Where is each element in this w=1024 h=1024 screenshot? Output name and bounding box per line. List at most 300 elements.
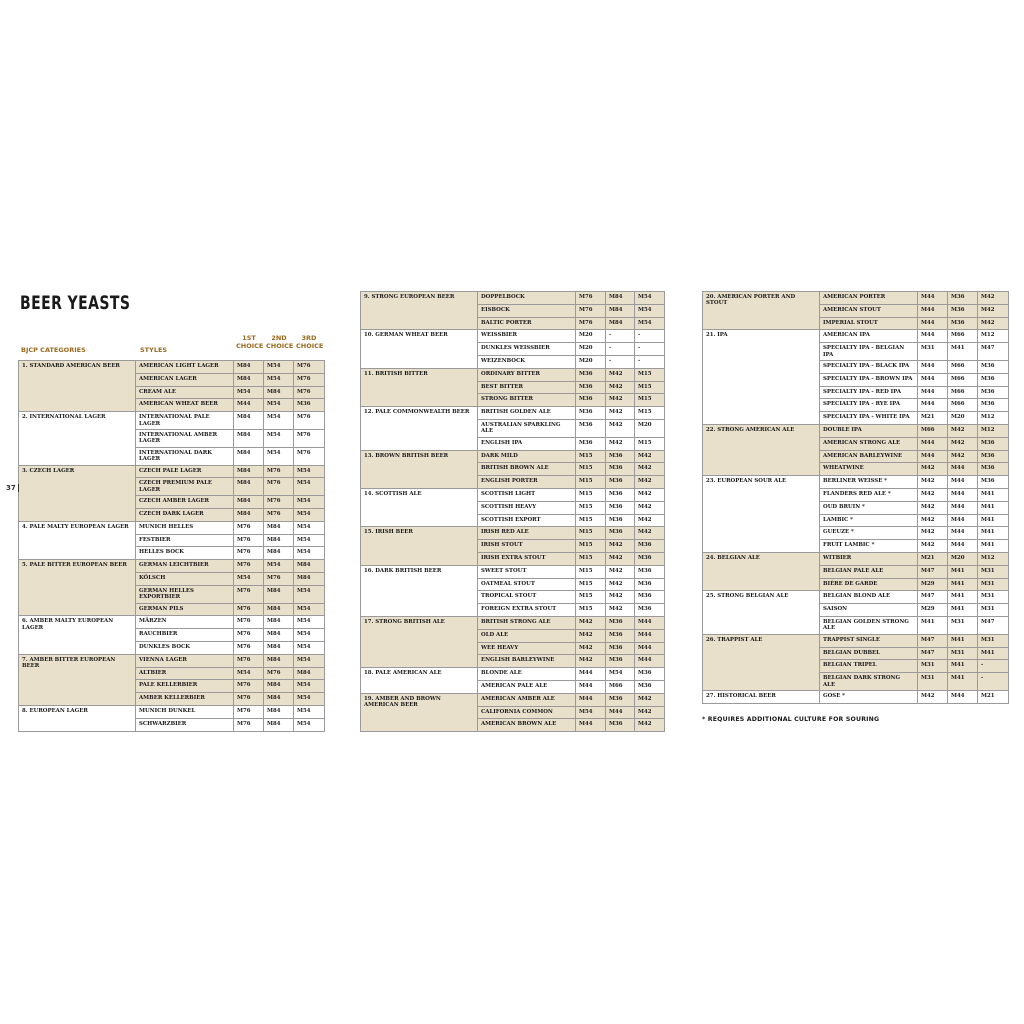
page-number: 37 (6, 484, 19, 492)
yeast-choice-2-cell: M84 (606, 304, 635, 317)
style-cell: AMERICAN STOUT (820, 304, 918, 317)
yeast-choice-2-cell: M54 (264, 430, 294, 448)
yeast-choice-3-cell: M31 (978, 604, 1009, 617)
yeast-choice-1-cell: M76 (234, 654, 264, 667)
yeast-choice-2-cell: M41 (948, 565, 978, 578)
yeast-choice-1-cell: M29 (918, 604, 948, 617)
style-cell: BELGIAN TRIPEL (820, 660, 918, 673)
yeast-choice-2-cell: M42 (606, 381, 635, 394)
style-cell: CZECH DARK LAGER (136, 509, 234, 522)
yeast-choice-3-cell: M54 (635, 304, 665, 317)
yeast-choice-1-cell: M36 (576, 381, 606, 394)
style-cell: GERMAN PILS (136, 603, 234, 616)
style-cell: GERMAN LEICHTBIER (136, 560, 234, 573)
yeast-choice-1-cell: M47 (918, 634, 948, 647)
yeast-choice-3-cell: M15 (635, 381, 665, 394)
header-choice-3: 3RD CHOICE (296, 334, 324, 350)
yeast-choice-1-cell: M42 (918, 690, 948, 703)
yeast-choice-1-cell: M20 (576, 343, 606, 356)
yeast-choice-2-cell: M54 (264, 560, 294, 573)
yeast-choice-2-cell: M84 (606, 317, 635, 330)
category-cell: 6. AMBER MALTY EUROPEAN LAGER (19, 616, 136, 654)
style-cell: AMBER KELLERBIER (136, 693, 234, 706)
yeast-choice-3-cell: M21 (978, 690, 1009, 703)
style-cell: ORDINARY BITTER (478, 368, 576, 381)
yeast-choice-3-cell: M31 (978, 565, 1009, 578)
yeast-choice-2-cell: M36 (606, 616, 635, 629)
yeast-choice-2-cell: M36 (606, 629, 635, 642)
yeast-choice-1-cell: M15 (576, 501, 606, 514)
yeast-choice-2-cell: M44 (948, 690, 978, 703)
category-cell: 9. STRONG EUROPEAN BEER (361, 292, 478, 330)
yeast-choice-2-cell: M36 (606, 642, 635, 655)
yeast-choice-1-cell: M47 (918, 647, 948, 660)
yeast-choice-1-cell: M44 (918, 450, 948, 463)
yeast-choice-3-cell: M54 (294, 478, 325, 496)
yeast-choice-3-cell: M31 (978, 634, 1009, 647)
table-row (19, 654, 325, 667)
style-cell: BELGIAN PALE ALE (820, 565, 918, 578)
yeast-choice-1-cell: M76 (234, 521, 264, 534)
table-row (19, 412, 325, 430)
yeast-choice-2-cell: M31 (948, 647, 978, 660)
yeast-choice-1-cell: M84 (234, 509, 264, 522)
style-cell: IRISH RED ALE (478, 527, 576, 540)
yeast-choice-3-cell: M76 (294, 412, 325, 430)
style-cell: SCOTTISH LIGHT (478, 488, 576, 501)
yeast-choice-1-cell: M47 (918, 591, 948, 604)
yeast-choice-3-cell: M42 (978, 317, 1009, 330)
yeast-choice-2-cell: M66 (948, 386, 978, 399)
yeast-choice-3-cell: M36 (635, 604, 665, 617)
style-cell: PALE KELLERBIER (136, 680, 234, 693)
style-cell: BERLINER WEISSE * (820, 476, 918, 489)
table-row (703, 634, 1009, 647)
style-cell: SPECIALTY IPA - WHITE IPA (820, 412, 918, 425)
yeast-choice-2-cell: M84 (264, 616, 294, 629)
yeast-choice-2-cell: M42 (606, 552, 635, 565)
yeast-choice-1-cell: M15 (576, 527, 606, 540)
yeast-choice-2-cell: M84 (264, 654, 294, 667)
yeast-choice-2-cell: M84 (264, 521, 294, 534)
yeast-choice-3-cell: M41 (978, 540, 1009, 553)
yeast-choice-1-cell: M42 (576, 642, 606, 655)
header-bjcp-categories: BJCP CATEGORIES (21, 346, 86, 354)
yeast-choice-1-cell: M36 (576, 368, 606, 381)
style-cell: CREAM ALE (136, 386, 234, 399)
style-cell: DARK MILD (478, 450, 576, 463)
category-cell: 25. STRONG BELGIAN ALE (703, 591, 820, 634)
style-cell: BIÈRE DE GARDE (820, 578, 918, 591)
yeast-choice-3-cell: M54 (294, 465, 325, 478)
yeast-choice-2-cell: M36 (606, 463, 635, 476)
category-cell: 15. IRISH BEER (361, 527, 478, 565)
yeast-choice-1-cell: M15 (576, 450, 606, 463)
yeast-choice-3-cell: M76 (294, 386, 325, 399)
table-row (361, 668, 665, 681)
table-row (361, 488, 665, 501)
yeast-choice-2-cell: M54 (264, 399, 294, 412)
yeast-choice-2-cell: M42 (606, 407, 635, 420)
yeast-choice-2-cell: M84 (264, 585, 294, 603)
yeast-choice-1-cell: M42 (576, 629, 606, 642)
yeast-choice-1-cell: M44 (576, 668, 606, 681)
yeast-choice-3-cell: M42 (635, 514, 665, 527)
table-row (703, 552, 1009, 565)
yeast-choice-3-cell: M15 (635, 407, 665, 420)
category-cell: 16. DARK BRITISH BEER (361, 565, 478, 616)
yeast-choice-3-cell: M42 (635, 706, 665, 719)
style-cell: BRITISH BROWN ALE (478, 463, 576, 476)
yeast-choice-3-cell: M36 (635, 668, 665, 681)
yeast-choice-2-cell: M41 (948, 578, 978, 591)
yeast-choice-1-cell: M15 (576, 540, 606, 553)
yeast-choice-1-cell: M36 (576, 407, 606, 420)
yeast-choice-1-cell: M20 (576, 330, 606, 343)
style-cell: BLONDE ALE (478, 668, 576, 681)
yeast-choice-1-cell: M36 (576, 394, 606, 407)
style-cell: AMERICAN STRONG ALE (820, 437, 918, 450)
yeast-choice-3-cell: M54 (294, 603, 325, 616)
yeast-choice-2-cell: M44 (948, 540, 978, 553)
yeast-choice-3-cell: - (635, 330, 665, 343)
yeast-choice-2-cell: M44 (948, 476, 978, 489)
yeast-choice-3-cell: M42 (635, 719, 665, 732)
yeast-choice-2-cell: M41 (948, 591, 978, 604)
style-cell: CALIFORNIA COMMON (478, 706, 576, 719)
page-middle (360, 288, 664, 736)
yeast-choice-3-cell: M36 (978, 386, 1009, 399)
style-cell: HELLES BOCK (136, 547, 234, 560)
yeast-choice-2-cell: M76 (264, 573, 294, 586)
category-cell: 1. STANDARD AMERICAN BEER (19, 361, 136, 412)
yeast-choice-1-cell: M76 (234, 718, 264, 731)
style-cell: SWEET STOUT (478, 565, 576, 578)
style-cell: SPECIALTY IPA - RYE IPA (820, 399, 918, 412)
yeast-choice-1-cell: M84 (234, 447, 264, 465)
style-cell: WHEATWINE (820, 463, 918, 476)
yeast-choice-2-cell: M42 (606, 591, 635, 604)
yeast-choice-3-cell: M76 (294, 430, 325, 448)
category-cell: 5. PALE BITTER EUROPEAN BEER (19, 560, 136, 616)
table-row (703, 591, 1009, 604)
yeast-choice-3-cell: M42 (635, 527, 665, 540)
yeast-choice-3-cell: M44 (635, 642, 665, 655)
yeast-choice-1-cell: M47 (918, 565, 948, 578)
style-cell: OUD BRUIN * (820, 501, 918, 514)
yeast-choice-2-cell: M36 (606, 527, 635, 540)
yeast-choice-1-cell: M76 (234, 629, 264, 642)
yeast-choice-2-cell: M36 (948, 317, 978, 330)
yeast-choice-1-cell: M15 (576, 463, 606, 476)
yeast-choice-2-cell: M84 (606, 292, 635, 305)
yeast-choice-3-cell: M84 (294, 560, 325, 573)
style-cell: AUSTRALIAN SPARKLING ALE (478, 419, 576, 437)
yeast-choice-1-cell: M44 (576, 719, 606, 732)
yeast-choice-2-cell: M42 (606, 540, 635, 553)
style-cell: SAISON (820, 604, 918, 617)
style-cell: SPECIALTY IPA - BELGIAN IPA (820, 343, 918, 361)
yeast-choice-2-cell: M36 (606, 514, 635, 527)
style-cell: GERMAN HELLES EXPORTBIER (136, 585, 234, 603)
yeast-choice-3-cell: M42 (978, 304, 1009, 317)
category-cell: 10. GERMAN WHEAT BEER (361, 330, 478, 368)
table-row (361, 330, 665, 343)
yeast-choice-3-cell: M54 (294, 642, 325, 655)
yeast-choice-1-cell: M44 (918, 330, 948, 343)
yeast-choice-3-cell: M44 (635, 655, 665, 668)
yeast-choice-2-cell: M41 (948, 343, 978, 361)
style-cell: WITBIER (820, 552, 918, 565)
style-cell: IRISH STOUT (478, 540, 576, 553)
yeast-choice-3-cell: M76 (294, 373, 325, 386)
yeast-choice-1-cell: M42 (918, 514, 948, 527)
style-cell: VIENNA LAGER (136, 654, 234, 667)
yeast-choice-3-cell: M76 (294, 447, 325, 465)
yeast-choice-2-cell: M36 (948, 304, 978, 317)
yeast-choice-3-cell: M54 (294, 585, 325, 603)
table-row (19, 521, 325, 534)
yeast-choice-3-cell: M54 (294, 706, 325, 719)
table-row (19, 560, 325, 573)
yeast-choice-1-cell: M42 (918, 463, 948, 476)
style-cell: INTERNATIONAL AMBER LAGER (136, 430, 234, 448)
yeast-choice-3-cell: M54 (294, 654, 325, 667)
yeast-choice-3-cell: - (978, 660, 1009, 673)
yeast-choice-1-cell: M31 (918, 343, 948, 361)
yeast-choice-3-cell: M47 (978, 343, 1009, 361)
category-cell: 7. AMBER BITTER EUROPEAN BEER (19, 654, 136, 705)
yeast-choice-2-cell: M31 (948, 616, 978, 634)
yeast-choice-2-cell: M44 (948, 488, 978, 501)
style-cell: BELGIAN BLOND ALE (820, 591, 918, 604)
style-cell: SPECIALTY IPA - BLACK IPA (820, 361, 918, 374)
style-cell: GOSE * (820, 690, 918, 703)
category-cell: 2. INTERNATIONAL LAGER (19, 412, 136, 465)
style-cell: AMERICAN IPA (820, 330, 918, 343)
table-row (361, 407, 665, 420)
yeast-choice-2-cell: M41 (948, 634, 978, 647)
style-cell: AMERICAN AMBER ALE (478, 693, 576, 706)
yeast-choice-1-cell: M84 (234, 478, 264, 496)
yeast-choice-3-cell: M47 (978, 616, 1009, 634)
yeast-choice-1-cell: M76 (234, 642, 264, 655)
yeast-choice-3-cell: M54 (294, 509, 325, 522)
header-styles: STYLES (140, 346, 168, 354)
category-cell: 22. STRONG AMERICAN ALE (703, 424, 820, 475)
table-row (19, 706, 325, 719)
style-cell: SCHWARZBIER (136, 718, 234, 731)
yeast-choice-3-cell: M54 (294, 680, 325, 693)
style-cell: INTERNATIONAL DARK LAGER (136, 447, 234, 465)
yeast-choice-1-cell: M66 (918, 424, 948, 437)
style-cell: MÄRZEN (136, 616, 234, 629)
yeast-choice-3-cell: M31 (978, 578, 1009, 591)
yeast-choice-2-cell: M66 (948, 361, 978, 374)
yeast-choice-2-cell: M54 (606, 668, 635, 681)
style-cell: IRISH EXTRA STOUT (478, 552, 576, 565)
yeast-choice-2-cell: M54 (264, 412, 294, 430)
yeast-choice-3-cell: M42 (635, 476, 665, 489)
yeast-choice-3-cell: M36 (294, 399, 325, 412)
yeast-choice-1-cell: M15 (576, 476, 606, 489)
yeast-choice-3-cell: M36 (635, 591, 665, 604)
yeast-choice-2-cell: M42 (948, 437, 978, 450)
yeast-choice-2-cell: M36 (606, 501, 635, 514)
style-cell: SPECIALTY IPA - RED IPA (820, 386, 918, 399)
style-cell: FESTBIER (136, 534, 234, 547)
yeast-choice-1-cell: M76 (234, 603, 264, 616)
yeast-choice-3-cell: M41 (978, 501, 1009, 514)
yeast-choice-3-cell: M41 (978, 527, 1009, 540)
yeast-choice-2-cell: M76 (264, 465, 294, 478)
yeast-choice-1-cell: M15 (576, 552, 606, 565)
yeast-choice-3-cell: M36 (635, 578, 665, 591)
footnote: * REQUIRES ADDITIONAL CULTURE FOR SOURING (702, 716, 880, 723)
yeast-choice-1-cell: M84 (234, 465, 264, 478)
yeast-choice-1-cell: M20 (576, 355, 606, 368)
yeast-choice-2-cell: M66 (948, 399, 978, 412)
yeast-choice-3-cell: M54 (294, 629, 325, 642)
style-cell: OLD ALE (478, 629, 576, 642)
yeast-choice-1-cell: M76 (576, 317, 606, 330)
page-left (18, 288, 324, 736)
yeast-choice-3-cell: M36 (635, 552, 665, 565)
category-cell: 17. STRONG BRITISH ALE (361, 616, 478, 667)
yeast-choice-3-cell: M54 (635, 317, 665, 330)
yeast-choice-3-cell: M36 (635, 565, 665, 578)
yeast-choice-1-cell: M76 (234, 560, 264, 573)
yeast-choice-3-cell: M54 (294, 496, 325, 509)
category-cell: 11. BRITISH BITTER (361, 368, 478, 406)
style-cell: RAUCHBIER (136, 629, 234, 642)
style-cell: STRONG BITTER (478, 394, 576, 407)
yeast-choice-1-cell: M31 (918, 660, 948, 673)
yeast-choice-3-cell: M54 (294, 547, 325, 560)
yeast-choice-2-cell: M42 (948, 424, 978, 437)
yeast-choice-2-cell: M84 (264, 386, 294, 399)
style-cell: DUNKLES BOCK (136, 642, 234, 655)
yeast-choice-1-cell: M44 (918, 317, 948, 330)
yeast-choice-3-cell: M15 (635, 394, 665, 407)
yeast-choice-3-cell: M44 (635, 616, 665, 629)
yeast-choice-2-cell: M36 (606, 488, 635, 501)
yeast-choice-2-cell: M42 (606, 604, 635, 617)
yeast-choice-3-cell: M84 (294, 573, 325, 586)
yeast-choice-2-cell: - (606, 355, 635, 368)
yeast-choice-1-cell: M84 (234, 496, 264, 509)
category-cell: 20. AMERICAN PORTER AND STOUT (703, 292, 820, 330)
yeast-choice-2-cell: M44 (948, 463, 978, 476)
table-row (703, 690, 1009, 703)
yeast-choice-3-cell: M15 (635, 368, 665, 381)
yeast-choice-3-cell: M54 (294, 693, 325, 706)
yeast-table-3 (702, 291, 1009, 704)
style-cell: FOREIGN EXTRA STOUT (478, 604, 576, 617)
yeast-choice-2-cell: M66 (948, 373, 978, 386)
header-choice-2: 2ND CHOICE (266, 334, 294, 350)
yeast-choice-1-cell: M76 (234, 706, 264, 719)
yeast-choice-3-cell: M54 (294, 718, 325, 731)
yeast-choice-1-cell: M44 (576, 680, 606, 693)
yeast-choice-2-cell: M42 (606, 394, 635, 407)
yeast-choice-1-cell: M29 (918, 578, 948, 591)
yeast-choice-1-cell: M42 (576, 655, 606, 668)
yeast-choice-1-cell: M15 (576, 578, 606, 591)
page-right (702, 288, 1008, 736)
yeast-choice-1-cell: M44 (234, 399, 264, 412)
table-row (361, 527, 665, 540)
yeast-choice-3-cell: M36 (978, 476, 1009, 489)
style-cell: AMERICAN LIGHT LAGER (136, 361, 234, 374)
page-title: BEER YEASTS (20, 292, 131, 314)
yeast-choice-1-cell: M44 (918, 304, 948, 317)
yeast-choice-1-cell: M15 (576, 591, 606, 604)
style-cell: AMERICAN WHEAT BEER (136, 399, 234, 412)
yeast-choice-2-cell: M84 (264, 680, 294, 693)
category-cell: 14. SCOTTISH ALE (361, 488, 478, 526)
yeast-choice-3-cell: M36 (978, 450, 1009, 463)
style-cell: SCOTTISH HEAVY (478, 501, 576, 514)
style-cell: BELGIAN GOLDEN STRONG ALE (820, 616, 918, 634)
style-cell: GUEUZE * (820, 527, 918, 540)
table-row (361, 292, 665, 305)
table-row (703, 424, 1009, 437)
table-row (703, 292, 1009, 305)
yeast-choice-1-cell: M42 (918, 527, 948, 540)
yeast-choice-1-cell: M84 (234, 361, 264, 374)
yeast-choice-2-cell: M42 (606, 368, 635, 381)
yeast-choice-3-cell: - (978, 673, 1009, 691)
yeast-choice-2-cell: M44 (606, 706, 635, 719)
yeast-choice-3-cell: M31 (978, 591, 1009, 604)
style-cell: WEIZENBOCK (478, 355, 576, 368)
style-cell: SCOTTISH EXPORT (478, 514, 576, 527)
yeast-choice-2-cell: M76 (264, 478, 294, 496)
yeast-choice-3-cell: M84 (294, 667, 325, 680)
yeast-choice-2-cell: - (606, 343, 635, 356)
yeast-choice-2-cell: M84 (264, 693, 294, 706)
yeast-choice-1-cell: M42 (918, 501, 948, 514)
category-cell: 12. PALE COMMONWEALTH BEER (361, 407, 478, 450)
category-cell: 21. IPA (703, 330, 820, 425)
yeast-choice-1-cell: M21 (918, 552, 948, 565)
style-cell: CZECH PALE LAGER (136, 465, 234, 478)
style-cell: LAMBIC * (820, 514, 918, 527)
yeast-choice-1-cell: M44 (918, 437, 948, 450)
yeast-choice-3-cell: M76 (294, 361, 325, 374)
yeast-choice-1-cell: M21 (918, 412, 948, 425)
yeast-choice-1-cell: M84 (234, 373, 264, 386)
yeast-choice-3-cell: M41 (978, 488, 1009, 501)
yeast-choice-3-cell: M36 (635, 680, 665, 693)
table-row (361, 616, 665, 629)
category-cell: 24. BELGIAN ALE (703, 552, 820, 590)
style-cell: KÖLSCH (136, 573, 234, 586)
style-cell: TROPICAL STOUT (478, 591, 576, 604)
style-cell: AMERICAN PALE ALE (478, 680, 576, 693)
yeast-choice-2-cell: M41 (948, 604, 978, 617)
yeast-choice-1-cell: M44 (918, 361, 948, 374)
style-cell: INTERNATIONAL PALE LAGER (136, 412, 234, 430)
yeast-choice-1-cell: M54 (576, 706, 606, 719)
yeast-choice-2-cell: M44 (948, 514, 978, 527)
yeast-choice-2-cell: M36 (606, 476, 635, 489)
yeast-choice-3-cell: M12 (978, 330, 1009, 343)
yeast-choice-3-cell: M20 (635, 419, 665, 437)
category-cell: 8. EUROPEAN LAGER (19, 706, 136, 732)
style-cell: BELGIAN DUBBEL (820, 647, 918, 660)
